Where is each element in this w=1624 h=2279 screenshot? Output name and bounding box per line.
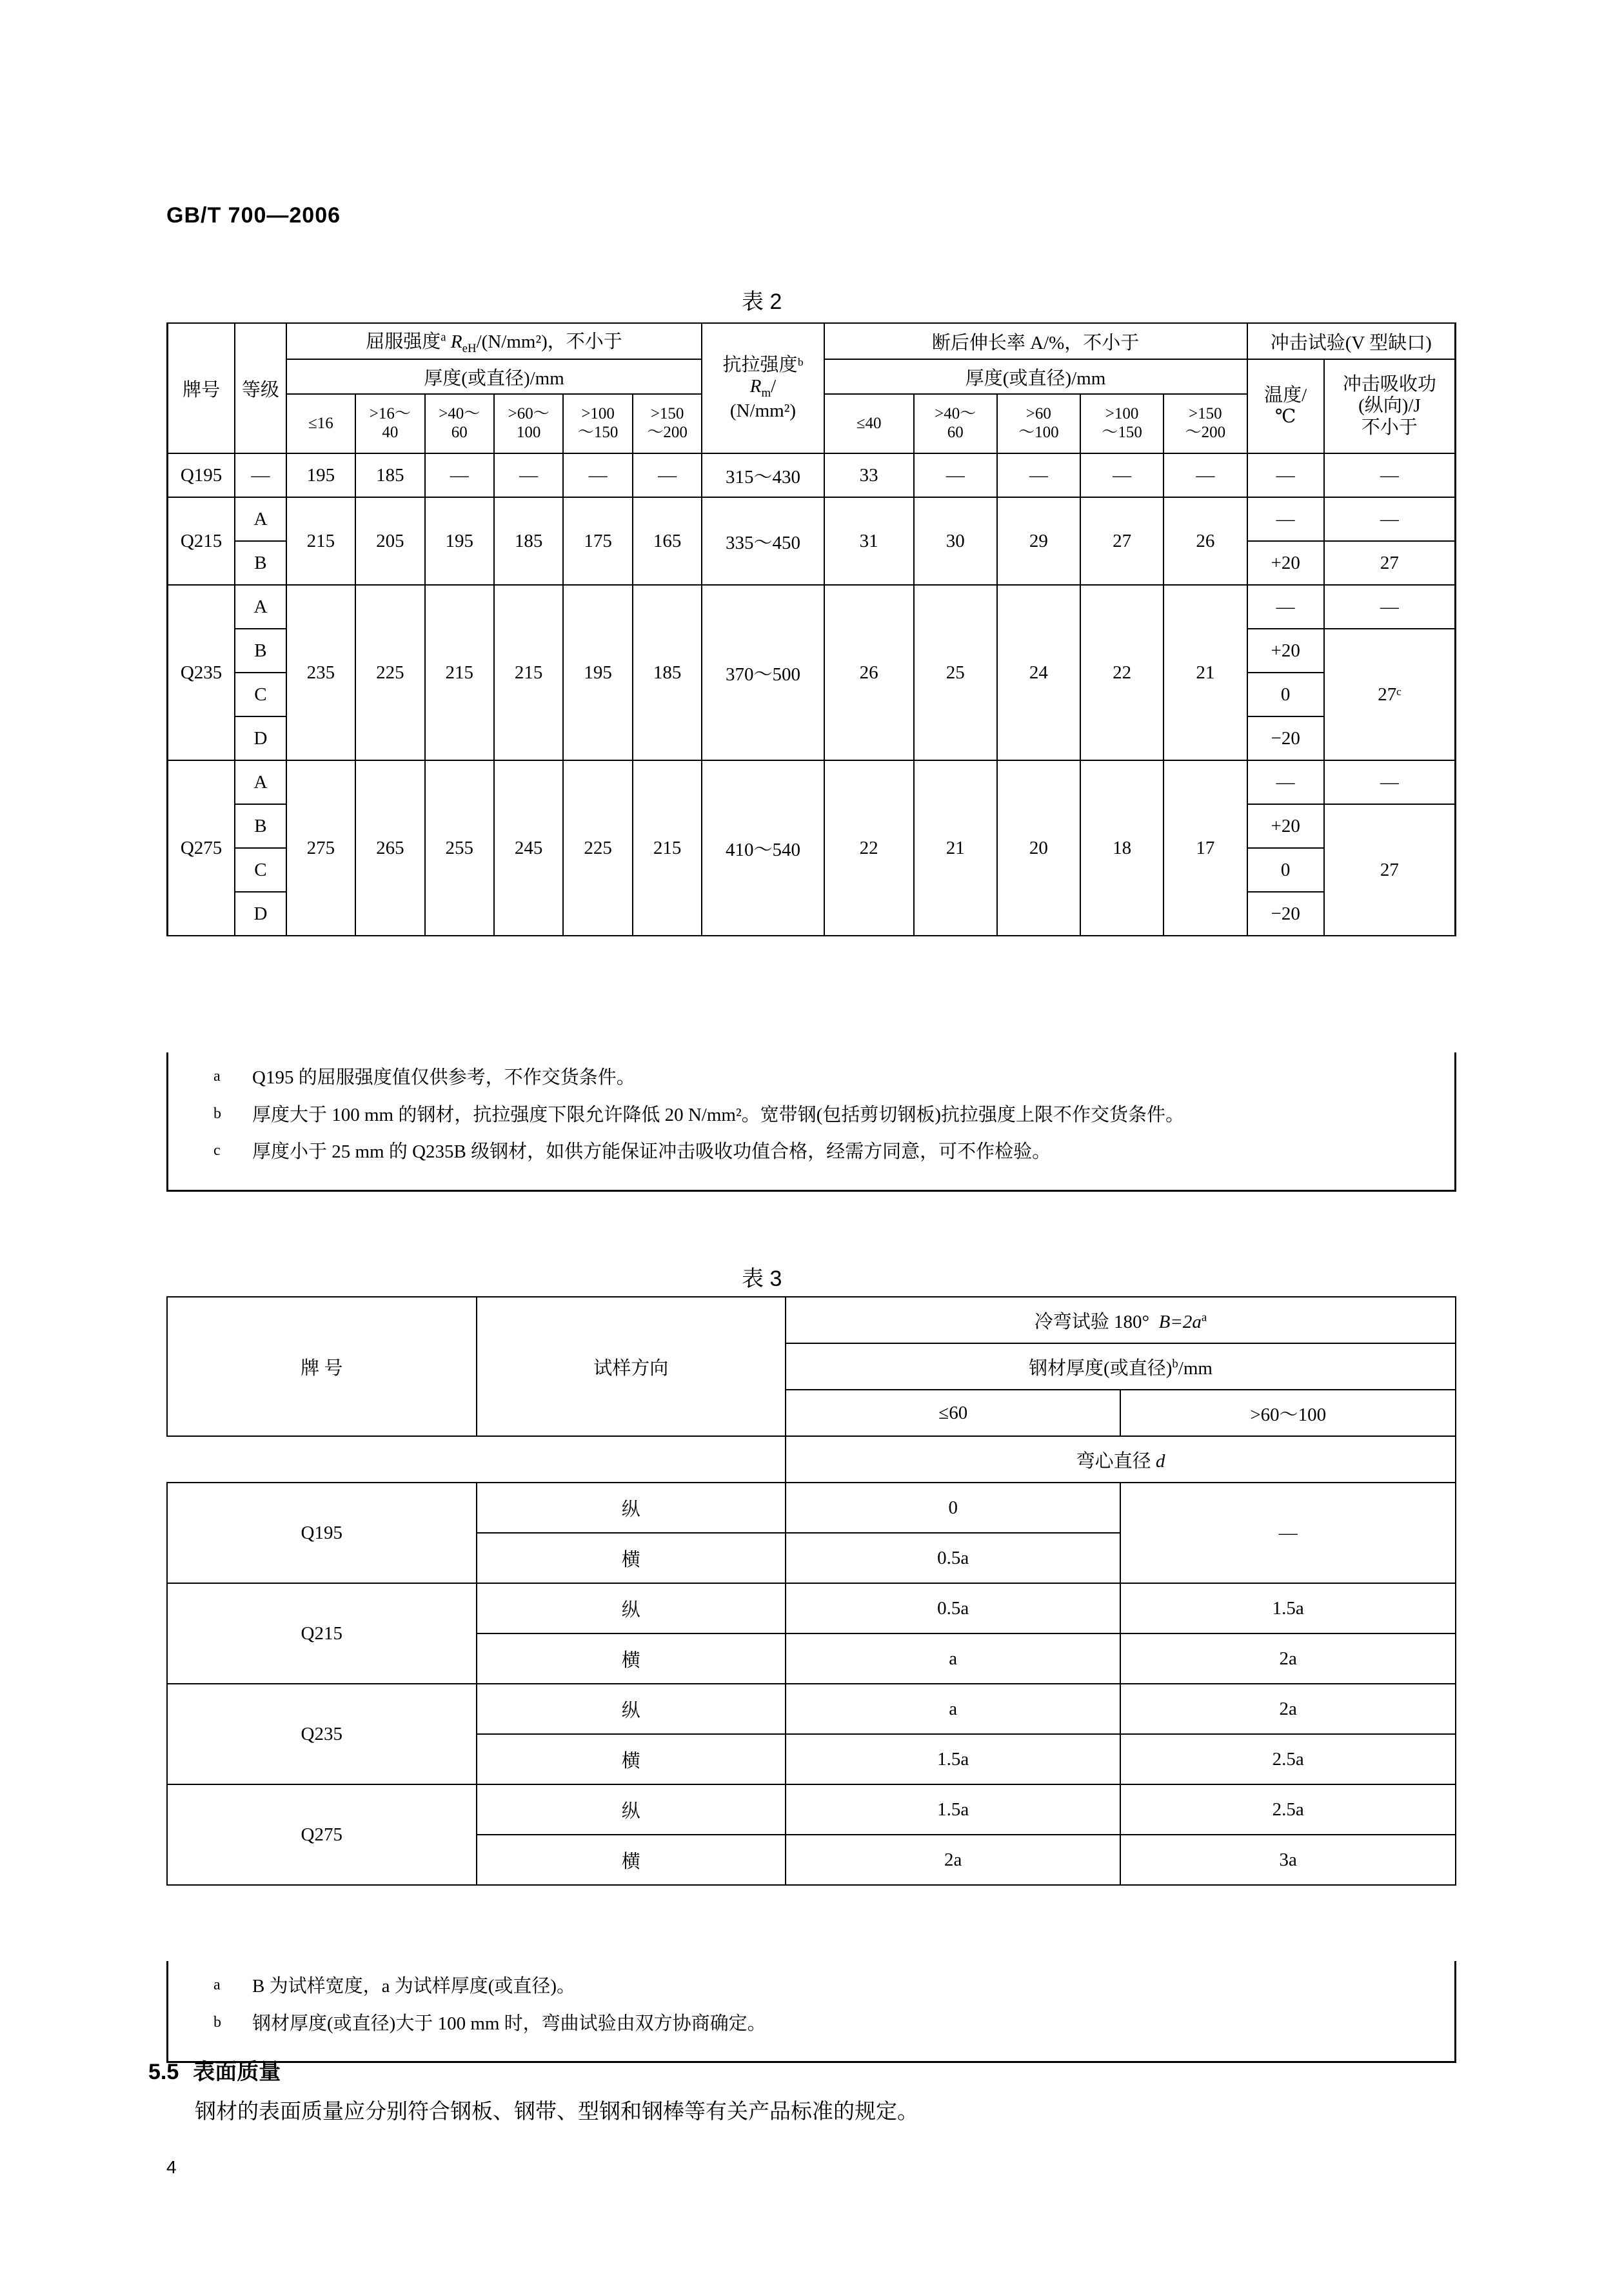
table-row — [168, 585, 1456, 629]
cell-yield-0: 215 — [286, 497, 355, 585]
cell-yield-5: 165 — [633, 497, 702, 585]
th-bend-test-label: 冷弯试验 180° — [1034, 1311, 1150, 1332]
cell-elong-0: 33 — [824, 453, 914, 497]
note-mark: a — [213, 1977, 221, 1993]
th-bend-formula-sup: a — [1201, 1310, 1207, 1324]
cell-level: B — [235, 804, 286, 848]
th-yield-c3 — [494, 394, 563, 453]
th-sample-direction: 试样方向 — [477, 1297, 786, 1436]
table-row — [168, 760, 1456, 804]
cell-level: B — [235, 629, 286, 673]
th-tensile-strength: 抗拉强度ᵇ $R_m/$ (N/mm²) — [702, 323, 824, 453]
cell-temp: −20 — [1247, 716, 1324, 760]
th-bend-formula: B=2a — [1158, 1311, 1202, 1332]
cell-temp: 0 — [1247, 848, 1324, 892]
th-yield-sup: a — [441, 330, 446, 344]
cell-energy: — — [1324, 453, 1456, 497]
th-yield-c5 — [633, 394, 702, 453]
note-item — [168, 1138, 1454, 1167]
th-impact-energy-l3: 不小于 — [1361, 417, 1418, 438]
section-heading — [148, 2054, 281, 2086]
th-yield-c1-bot: 40 — [382, 424, 399, 441]
cell-yield-1: 225 — [355, 585, 424, 760]
th-yield-c1-top: >16～ — [369, 405, 411, 423]
th-elong-c3-top: >100 — [1105, 405, 1139, 423]
cell-energy: — — [1324, 497, 1456, 541]
cell-yield-2: 195 — [425, 497, 494, 585]
cell-temp: — — [1247, 497, 1324, 541]
cell-level: — — [235, 453, 286, 497]
cell-elong-3: 18 — [1080, 760, 1164, 936]
note-text: Q195 的屈服强度值仅供参考，不作交货条件。 — [252, 1067, 635, 1088]
cell-value-le60: a — [786, 1684, 1120, 1734]
note-text: 厚度大于 100 mm 的钢材，抗拉强度下限允许降低 20 N/mm²。宽带钢(包括剪切钢板)抗拉强度上限不作交货条件。 — [252, 1104, 1184, 1125]
cell-direction: 横 — [477, 1633, 786, 1684]
cell-elong-0: 22 — [824, 760, 914, 936]
cell-value-le60: 1.5a — [786, 1784, 1120, 1835]
cell-direction: 纵 — [477, 1684, 786, 1734]
th-steel-thickness — [786, 1343, 1456, 1390]
cell-yield-1: 205 — [355, 497, 424, 585]
cell-yield-2: 255 — [425, 760, 494, 936]
th-yield-c0: ≤16 — [286, 394, 355, 453]
cell-value-le60: 0.5a — [786, 1533, 1120, 1583]
table-row — [167, 1784, 1456, 1835]
table-mechanical-properties — [166, 322, 1456, 936]
cell-direction: 横 — [477, 1734, 786, 1784]
cell-energy: 27 — [1324, 541, 1456, 585]
cell-temp: +20 — [1247, 804, 1324, 848]
th-grade: 牌 号 — [167, 1297, 477, 1436]
th-elongation: 断后伸长率 A/%，不小于 — [824, 323, 1247, 359]
cell-yield-4: 175 — [563, 497, 633, 585]
cell-value-60-100: 2.5a — [1120, 1784, 1456, 1835]
cell-yield-3: 245 — [494, 760, 563, 936]
th-bend-diameter-label: 弯心直径 — [1076, 1450, 1156, 1472]
table3-caption: 表 3 — [742, 1267, 782, 1291]
th-elong-c0: ≤40 — [824, 394, 914, 453]
cell-temp: — — [1247, 760, 1324, 804]
note-text: B 为试样宽度，a 为试样厚度(或直径)。 — [252, 1976, 576, 1997]
table-cold-bend — [166, 1296, 1456, 1886]
th-tensile-text: 抗拉强度ᵇ — [722, 354, 804, 375]
cell-temp: — — [1247, 453, 1324, 497]
th-impact-energy-l1: 冲击吸收功 — [1342, 373, 1436, 395]
th-elong-c1 — [914, 394, 997, 453]
cell-level: D — [235, 892, 286, 936]
cell-elong-2: 20 — [997, 760, 1080, 936]
cell-level: D — [235, 716, 286, 760]
cell-tensile: 370～500 — [702, 585, 824, 760]
th-yield-c1 — [355, 394, 424, 453]
th-thickness-le60: ≤60 — [786, 1390, 1120, 1436]
th-yield-text: 屈服强度 — [366, 331, 441, 352]
cell-yield-2: — — [425, 453, 494, 497]
th-elong-c3 — [1080, 394, 1164, 453]
cell-grade: Q195 — [168, 453, 235, 497]
cell-yield-0: 195 — [286, 453, 355, 497]
note-mark: b — [213, 2013, 221, 2031]
cell-level: A — [235, 497, 286, 541]
cell-elong-2: 24 — [997, 585, 1080, 760]
page-number: 4 — [166, 2157, 177, 2177]
cell-elong-4: 17 — [1164, 760, 1247, 936]
cell-elong-0: 31 — [824, 497, 914, 585]
cell-yield-4: — — [563, 453, 633, 497]
cell-grade: Q275 — [167, 1784, 477, 1885]
th-yield-c2 — [425, 394, 494, 453]
cell-grade: Q275 — [168, 760, 235, 936]
cell-value-le60: 0.5a — [786, 1583, 1120, 1633]
cell-grade: Q235 — [167, 1684, 477, 1784]
table-row — [167, 1684, 1456, 1734]
cell-value-60-100: 3a — [1120, 1835, 1456, 1885]
th-yield-c4-top: >100 — [581, 405, 615, 423]
cell-level: A — [235, 760, 286, 804]
cell-temp: −20 — [1247, 892, 1324, 936]
cell-yield-4: 225 — [563, 760, 633, 936]
section-number: 5.5 — [148, 2060, 179, 2084]
cell-elong-4: 21 — [1164, 585, 1247, 760]
cell-level: B — [235, 541, 286, 585]
th-yield-symbol: R — [450, 331, 462, 352]
table-row — [167, 1483, 1456, 1533]
th-elong-c1-bot: 60 — [947, 424, 964, 441]
cell-energy: 27ᶜ — [1324, 629, 1456, 760]
table2-notes — [166, 1052, 1456, 1192]
note-mark: c — [213, 1142, 221, 1159]
cell-value-60-100: 1.5a — [1120, 1583, 1456, 1633]
th-yield-c5-bot: ～200 — [647, 424, 688, 441]
cell-level: A — [235, 585, 286, 629]
cell-value-60-100: — — [1120, 1483, 1456, 1583]
note-item — [168, 1064, 1454, 1092]
th-yield-unit: /(N/mm²)，不小于 — [476, 331, 622, 352]
th-yield-symbol-sub: eH — [462, 341, 477, 355]
cell-energy: — — [1324, 585, 1456, 629]
cell-tensile: 335～450 — [702, 497, 824, 585]
cell-yield-5: 185 — [633, 585, 702, 760]
th-impact-test: 冲击试验(V 型缺口) — [1247, 323, 1456, 359]
th-thickness-yield: 厚度(或直径)/mm — [286, 359, 702, 394]
table-row — [167, 1583, 1456, 1633]
th-tensile-symbol: R — [749, 376, 762, 397]
cell-level: C — [235, 848, 286, 892]
th-yield-c5-top: >150 — [650, 405, 684, 423]
cell-elong-3: — — [1080, 453, 1164, 497]
cell-yield-3: 185 — [494, 497, 563, 585]
note-text: 厚度小于 25 mm 的 Q235B 级钢材，如供方能保证冲击吸收功值合格，经需方同意，可不作检验。 — [252, 1141, 1051, 1162]
cell-elong-0: 26 — [824, 585, 914, 760]
cell-elong-3: 27 — [1080, 497, 1164, 585]
th-elong-c2 — [997, 394, 1080, 453]
cell-elong-3: 22 — [1080, 585, 1164, 760]
th-yield-c4-bot: ～150 — [577, 424, 619, 441]
cell-direction: 横 — [477, 1533, 786, 1583]
cell-elong-1: 30 — [914, 497, 997, 585]
th-grade: 牌号 — [168, 323, 235, 453]
th-yield-c2-top: >40～ — [439, 405, 480, 423]
cell-elong-2: — — [997, 453, 1080, 497]
table2-caption: 表 2 — [742, 290, 782, 314]
th-thickness-elong: 厚度(或直径)/mm — [824, 359, 1247, 394]
cell-value-le60: a — [786, 1633, 1120, 1684]
th-temperature — [1247, 359, 1324, 453]
th-tensile-unit: (N/mm²) — [729, 400, 797, 421]
cell-yield-4: 195 — [563, 585, 633, 760]
cell-tensile: 315～430 — [702, 453, 824, 497]
cell-value-60-100: 2a — [1120, 1684, 1456, 1734]
cell-yield-3: 215 — [494, 585, 563, 760]
cell-elong-4: — — [1164, 453, 1247, 497]
cell-temp: — — [1247, 585, 1324, 629]
cell-yield-0: 275 — [286, 760, 355, 936]
cell-yield-0: 235 — [286, 585, 355, 760]
th-yield-strength — [286, 323, 702, 359]
cell-yield-5: — — [633, 453, 702, 497]
table3-notes — [166, 1961, 1456, 2063]
th-yield-c2-bot: 60 — [451, 424, 468, 441]
cell-energy: 27 — [1324, 804, 1456, 936]
th-elong-c4-top: >150 — [1189, 405, 1222, 423]
table-row — [168, 497, 1456, 541]
cell-yield-5: 215 — [633, 760, 702, 936]
cell-level: C — [235, 673, 286, 716]
th-elong-c4-bot: ～200 — [1185, 424, 1226, 441]
th-bend-diameter — [786, 1436, 1456, 1483]
cell-elong-1: — — [914, 453, 997, 497]
th-steel-thickness-sup: b — [1172, 1356, 1178, 1370]
section-paragraph: 钢材的表面质量应分别符合钢板、钢带、型钢和钢棒等有关产品标准的规定。 — [195, 2100, 918, 2124]
cell-direction: 纵 — [477, 1784, 786, 1835]
note-mark: b — [213, 1105, 221, 1122]
th-impact-energy-l2: (纵向)/J — [1358, 395, 1421, 417]
cell-elong-1: 21 — [914, 760, 997, 936]
cell-direction: 纵 — [477, 1483, 786, 1533]
cell-direction: 纵 — [477, 1583, 786, 1633]
cell-temp: 0 — [1247, 673, 1324, 716]
th-tensile-symbol-sub: m — [761, 386, 771, 400]
cell-elong-4: 26 — [1164, 497, 1247, 585]
note-item — [168, 1973, 1454, 2001]
page-header-standard: GB/T 700—2006 — [166, 203, 341, 228]
th-elong-c2-bot: ～100 — [1018, 424, 1059, 441]
note-mark: a — [213, 1068, 221, 1085]
th-bend-test — [786, 1297, 1456, 1343]
note-text: 钢材厚度(或直径)大于 100 mm 时，弯曲试验由双方协商确定。 — [252, 2013, 766, 2034]
cell-elong-2: 29 — [997, 497, 1080, 585]
th-elong-c1-top: >40～ — [935, 405, 976, 423]
cell-value-le60: 2a — [786, 1835, 1120, 1885]
th-level: 等级 — [235, 323, 286, 453]
th-elong-c4 — [1164, 394, 1247, 453]
th-elong-c2-top: >60 — [1025, 405, 1051, 423]
cell-value-le60: 1.5a — [786, 1734, 1120, 1784]
note-item — [168, 1101, 1454, 1130]
cell-elong-1: 25 — [914, 585, 997, 760]
cell-yield-2: 215 — [425, 585, 494, 760]
cell-energy: — — [1324, 760, 1456, 804]
th-yield-c3-bot: 100 — [516, 424, 541, 441]
cell-yield-1: 185 — [355, 453, 424, 497]
th-bend-diameter-symbol: d — [1155, 1450, 1165, 1472]
th-thickness-60-100: >60～100 — [1120, 1390, 1456, 1436]
cell-grade: Q195 — [167, 1483, 477, 1583]
note-item — [168, 2010, 1454, 2038]
table-row — [168, 453, 1456, 497]
cell-yield-1: 265 — [355, 760, 424, 936]
cell-value-le60: 0 — [786, 1483, 1120, 1533]
th-yield-c3-top: >60～ — [508, 405, 550, 423]
cell-yield-3: — — [494, 453, 563, 497]
th-yield-c4 — [563, 394, 633, 453]
th-impact-energy — [1324, 359, 1456, 453]
cell-tensile: 410～540 — [702, 760, 824, 936]
cell-grade: Q215 — [167, 1583, 477, 1684]
cell-value-60-100: 2.5a — [1120, 1734, 1456, 1784]
cell-value-60-100: 2a — [1120, 1633, 1456, 1684]
cell-temp: +20 — [1247, 629, 1324, 673]
cell-temp: +20 — [1247, 541, 1324, 585]
cell-grade: Q235 — [168, 585, 235, 760]
th-temperature-label: 温度/ — [1264, 384, 1307, 406]
th-temperature-unit: ℃ — [1274, 406, 1296, 427]
cell-grade: Q215 — [168, 497, 235, 585]
th-steel-thickness-label: 钢材厚度(或直径) — [1029, 1357, 1173, 1379]
th-steel-thickness-unit: /mm — [1178, 1357, 1213, 1379]
th-elong-c3-bot: ～150 — [1102, 424, 1142, 441]
section-title: 表面质量 — [193, 2060, 281, 2084]
cell-direction: 横 — [477, 1835, 786, 1885]
